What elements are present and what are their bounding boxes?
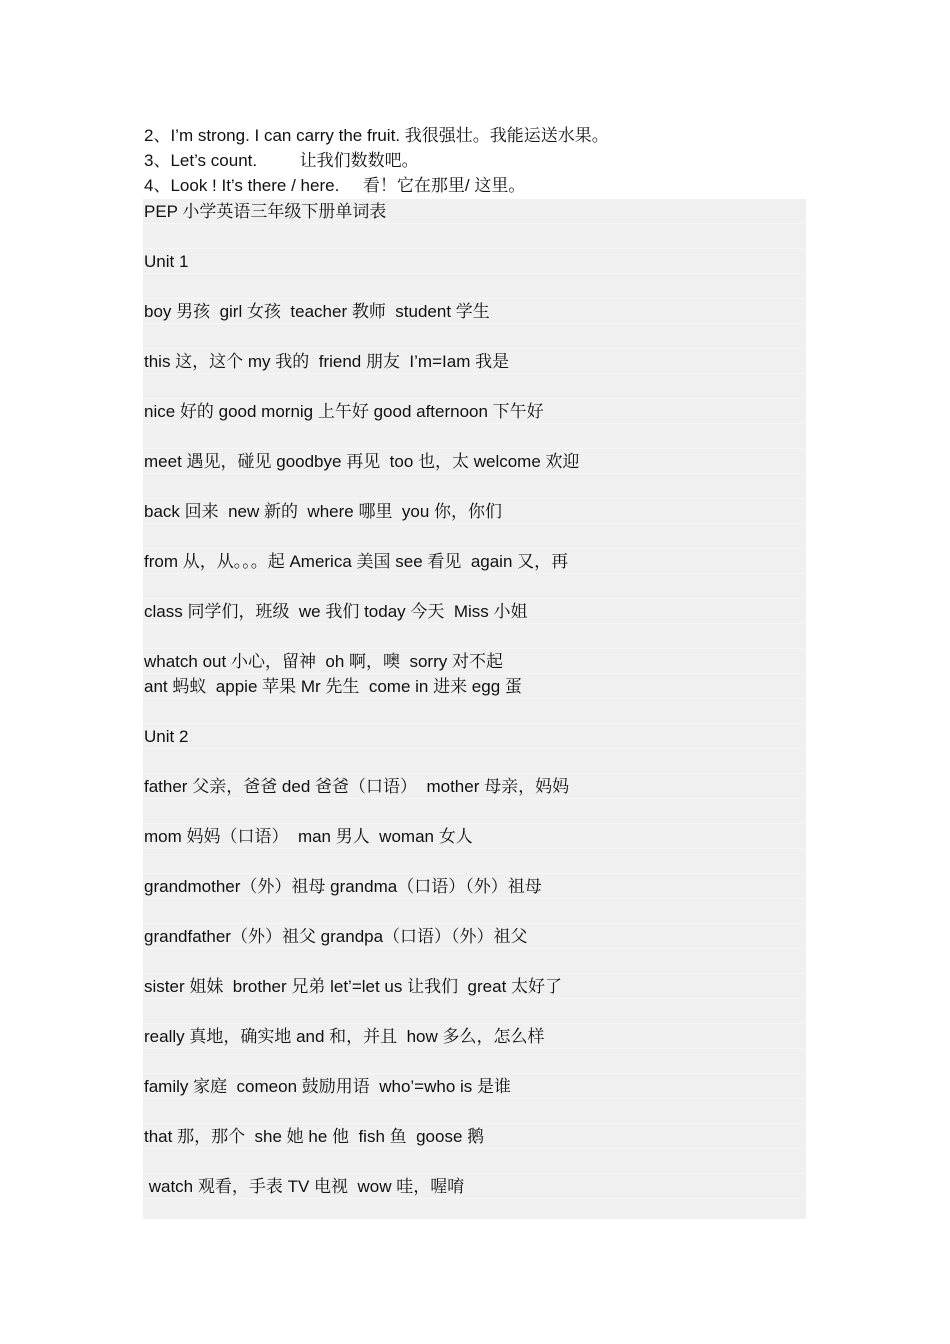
vocab-line: grandfather（外）祖父 grandpa（口语）（外）祖父 [144, 927, 528, 946]
vocab-line: class 同学们，班级 we 我们 today 今天 Miss 小姐 [144, 602, 528, 621]
vocab-line: family 家庭 comeon 鼓励用语 who’=who is 是谁 [144, 1077, 512, 1096]
vocab-line: watch 观看，手表 TV 电视 wow 哇，喔唷 [144, 1177, 465, 1196]
vocab-line: ant 蚂蚁 appie 苹果 Mr 先生 come in 进来 egg 蛋 [144, 677, 522, 696]
unit-heading: Unit 1 [144, 252, 189, 271]
vocab-line: father 父亲，爸爸 ded 爸爸（口语） mother 母亲，妈妈 [144, 777, 570, 796]
sentence-line: 3、Let’s count. 让我们数数吧。 [144, 151, 419, 170]
vocabulary-list [143, 199, 806, 1219]
vocab-title: PEP 小学英语三年级下册单词表 [144, 202, 387, 221]
vocab-line: back 回来 new 新的 where 哪里 you 你，你们 [144, 502, 503, 521]
sentence-line: 2、I’m strong. I can carry the fruit. 我很强壮。我能运送水果。 [144, 126, 609, 145]
vocab-line: from 从，从。。。起 America 美国 see 看见 again 又，再 [144, 552, 569, 571]
lesson-sentences [144, 123, 844, 198]
vocab-line: sister 姐妹 brother 兄弟 let’=let us 让我们 great 太好了 [144, 977, 563, 996]
unit-heading: Unit 2 [144, 727, 189, 746]
vocab-line: whatch out 小心，留神 oh 啊，噢 sorry 对不起 [144, 652, 503, 671]
sentence-line: 4、Look ! It’s there / here. 看！它在那里/ 这里。 [144, 176, 526, 195]
vocab-line: nice 好的 good mornig 上午好 good afternoon 下午好 [144, 402, 544, 421]
vocab-line: this 这，这个 my 我的 friend 朋友 I’m=Iam 我是 [144, 352, 510, 371]
vocab-line: really 真地，确实地 and 和，并且 how 多么，怎么样 [144, 1027, 545, 1046]
vocab-line: that 那，那个 she 她 he 他 fish 鱼 goose 鹅 [144, 1127, 485, 1146]
vocab-line: boy 男孩 girl 女孩 teacher 教师 student 学生 [144, 302, 490, 321]
vocab-line: mom 妈妈（口语） man 男人 woman 女人 [144, 827, 473, 846]
vocab-line: grandmother（外）祖母 grandma（口语）（外）祖母 [144, 877, 542, 896]
vocab-line: meet 遇见，碰见 goodbye 再见 too 也，太 welcome 欢迎 [144, 452, 580, 471]
